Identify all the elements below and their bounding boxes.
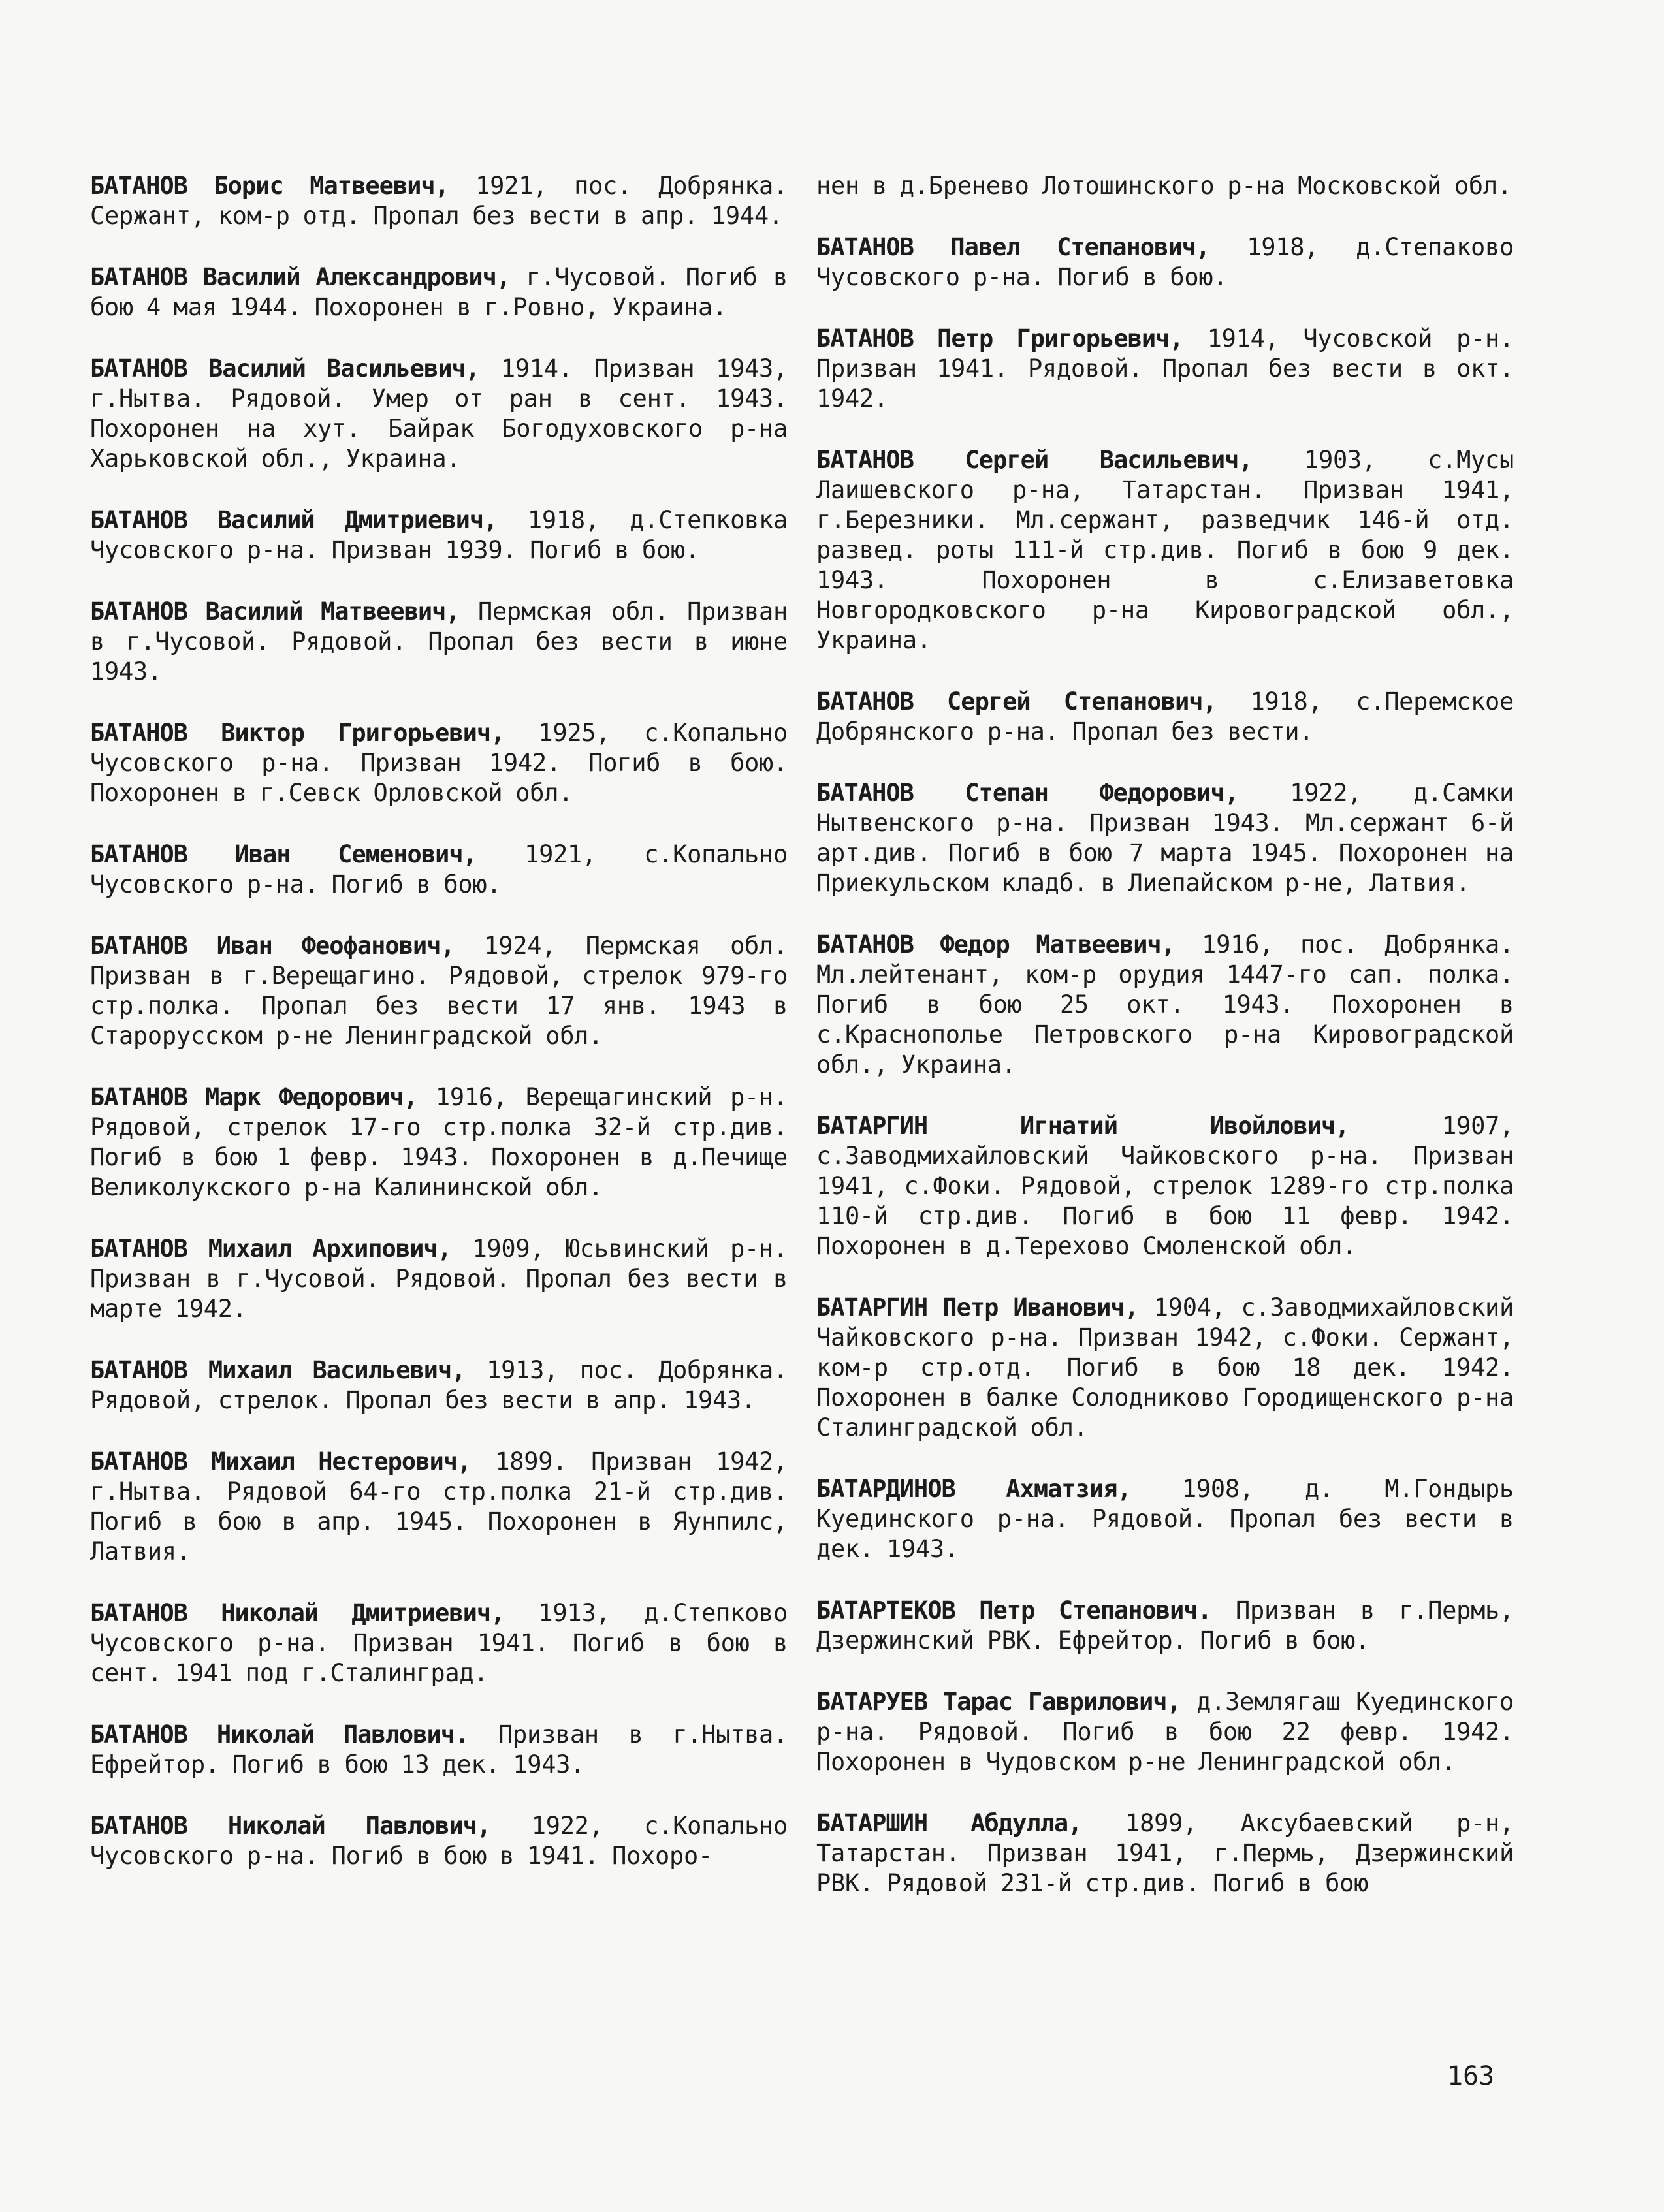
entry-batanov-vasily-aleksandrovich xyxy=(90,262,788,323)
entry-text: Пермская обл. Призван в г.Чусовой. Рядовой. Пропал без вести в июне 1943. xyxy=(90,597,788,686)
entry-name: БАТАРШИН Абдулла, xyxy=(816,1809,1082,1837)
entry-name: БАТАНОВ Иван Феофанович, xyxy=(90,932,455,960)
entry-name: БАТАНОВ Михаил Архипович, xyxy=(90,1235,451,1263)
entry-name: БАТАНОВ Павел Степанович, xyxy=(816,233,1210,261)
entry-name: БАТАНОВ Виктор Григорьевич, xyxy=(90,719,505,747)
entry-text: 1899, Аксубаевский р-н, Татарстан. Призван 1941, г.Пермь, Дзержинский РВК. Рядовой 231-й стр.див. Погиб в бою xyxy=(816,1809,1514,1897)
entry-name: БАТАРУЕВ Тарас Гаврилович, xyxy=(816,1688,1181,1716)
entry-batanov-ivan-feofanovich xyxy=(90,931,788,1051)
entry-text: Призван в г.Нытва. Ефрейтор. Погиб в бою 13 дек. 1943. xyxy=(90,1720,788,1778)
entry-text: 1922, с.Копально Чусовского р-на. Погиб в бою в 1941. Похоро- xyxy=(90,1812,788,1870)
entry-name: БАТАНОВ Степан Федорович, xyxy=(816,779,1239,807)
entry-text: 1925, с.Копально Чусовского р-на. Призван 1942. Погиб в бою. Похоронен в г.Севск Орловской обл. xyxy=(90,719,788,807)
entry-batardinov xyxy=(816,1474,1514,1564)
entry-text: 1916, пос. Добрянка. Мл.лейтенант, ком-р орудия 1447-го сап. полка. Погиб в бою 25 окт. 1943. Похоронен в с.Краснополье Петровского р-на Кировоградской обл., Украина. xyxy=(816,930,1514,1079)
entry-text: 1913, д.Степково Чусовского р-на. Призван 1941. Погиб в бою в сент. 1941 под г.Сталинград. xyxy=(90,1599,788,1687)
entry-text: 1921, с.Копально Чусовского р-на. Погиб в бою. xyxy=(90,840,788,898)
entry-batanov-vasily-dmitrievich xyxy=(90,505,788,565)
entry-batanov-boris xyxy=(90,171,788,231)
entry-text: д.Землягаш Куединского р-на. Рядовой. Погиб в бою 22 февр. 1942. Похоронен в Чудовском р-не Ленинградской обл. xyxy=(816,1688,1514,1776)
entry-text: 1921, пос. Добрянка. Сержант, ком-р отд. Пропал без вести в апр. 1944. xyxy=(90,172,788,230)
entry-text: 1913, пос. Добрянка. Рядовой, стрелок. Пропал без вести в апр. 1943. xyxy=(90,1356,788,1414)
entry-name: БАТАНОВ Сергей Степанович, xyxy=(816,687,1217,716)
left-column xyxy=(90,171,788,1903)
entry-name: БАТАНОВ Василий Дмитриевич, xyxy=(90,506,498,534)
entry-batanov-petr xyxy=(816,324,1514,414)
entry-batargin-petr xyxy=(816,1293,1514,1443)
entry-name: БАТАНОВ Михаил Нестерович, xyxy=(90,1447,472,1476)
entry-batanov-mikhail-arkhipovich xyxy=(90,1234,788,1324)
entry-batanov-nikolai-pavlovich-2 xyxy=(90,1811,788,1871)
entry-text: 1914, Чусовской р-н. Призван 1941. Рядовой. Пропал без вести в окт. 1942. xyxy=(816,324,1514,413)
entry-name: БАТАНОВ Николай Дмитриевич, xyxy=(90,1599,505,1627)
right-column xyxy=(816,171,1514,1930)
entry-name: БАТАНОВ Василий Александрович, xyxy=(90,263,511,291)
entry-batargin-ignatiy xyxy=(816,1111,1514,1261)
entry-text: 1907, с.Заводмихайловский Чайковского р-на. Призван 1941, с.Фоки. Рядовой, стрелок 1289-го стр.полка 110-й стр.див. Погиб в бою 11 февр. 1942. Похоронен в д.Терехово Смоленской обл. xyxy=(816,1112,1514,1260)
entry-text: 1916, Верещагинский р-н. Рядовой, стрелок 17-го стр.полка 32-й стр.див. Погиб в бою 1 февр. 1943. Похоронен в д.Печище Великолукского р-на Калининской обл. xyxy=(90,1083,788,1201)
entry-name: БАТАРГИН Игнатий Ивойлович, xyxy=(816,1112,1349,1140)
entry-name: БАТАРДИНОВ Ахматзия, xyxy=(816,1475,1131,1503)
entry-batanov-sergei-stepanovich xyxy=(816,687,1514,747)
entry-text: 1922, д.Самки Нытвенского р-на. Призван 1943. Мл.сержант 6-й арт.див. Погиб в бою 7 марта 1945. Похоронен на Приекульском кладб. в Лиепайском р-не, Латвия. xyxy=(816,779,1514,897)
entry-text: 1909, Юсьвинский р-н. Призван в г.Чусовой. Рядовой. Пропал без вести в марте 1942. xyxy=(90,1235,788,1323)
entry-text: 1918, д.Степковка Чусовского р-на. Призван 1939. Погиб в бою. xyxy=(90,506,788,564)
entry-batanov-vasily-matveevich xyxy=(90,597,788,687)
entry-batanov-mikhail-nesterovich xyxy=(90,1447,788,1567)
entry-batarshin xyxy=(816,1809,1514,1899)
entry-batanov-mark xyxy=(90,1082,788,1203)
entry-name: БАТАНОВ Федор Матвеевич, xyxy=(816,930,1175,958)
entry-name: БАТАНОВ Василий Матвеевич, xyxy=(90,597,460,625)
entry-name: БАТАРГИН Петр Иванович, xyxy=(816,1293,1138,1321)
entry-text: г.Чусовой. Погиб в бою 4 мая 1944. Похоронен в г.Ровно, Украина. xyxy=(90,263,788,321)
entry-batanov-ivan-semenovich xyxy=(90,840,788,900)
entry-name: БАТАНОВ Петр Григорьевич, xyxy=(816,324,1183,353)
entry-name: БАТАНОВ Иван Семенович, xyxy=(90,840,477,868)
entry-batanov-stepan xyxy=(816,778,1514,898)
entry-text: 1918, с.Перемское Добрянского р-на. Пропал без вести. xyxy=(816,687,1514,746)
entry-name: БАТАНОВ Марк Федорович, xyxy=(90,1083,418,1111)
entry-name: БАТАНОВ Михаил Васильевич, xyxy=(90,1356,466,1384)
entry-name: БАТАНОВ Николай Павлович. xyxy=(90,1720,469,1748)
entry-batanov-fedor xyxy=(816,930,1514,1080)
entry-text: 1924, Пермская обл. Призван в г.Верещагино. Рядовой, стрелок 979-го стр.полка. Пропал без вести 17 янв. 1943 в Старорусском р-не Ленинградской обл. xyxy=(90,932,788,1050)
entry-name: БАТАРТЕКОВ Петр Степанович. xyxy=(816,1596,1211,1624)
entry-batanov-nikolai-dmitrievich xyxy=(90,1598,788,1688)
entry-bataruev xyxy=(816,1687,1514,1777)
entry-batartekov xyxy=(816,1596,1514,1656)
entry-text: 1903, с.Мусы Лаишевского р-на, Татарстан. Призван 1941, г.Березники. Мл.сержант, разведчик 146-й отд. развед. роты 111-й стр.див. Погиб в бою 9 дек. 1943. Похоронен в с.Елизаветовка Новгородковского р-на Кировоградской обл., Украина. xyxy=(816,446,1514,654)
entry-text: Призван в г.Пермь, Дзержинский РВК. Ефрейтор. Погиб в бою. xyxy=(816,1596,1514,1654)
entry-text: 1908, д. М.Гондырь Куединского р-на. Рядовой. Пропал без вести в дек. 1943. xyxy=(816,1475,1514,1563)
entry-batanov-pavel xyxy=(816,232,1514,292)
entry-batanov-mikhail-vasilievich xyxy=(90,1355,788,1415)
page-number: 163 xyxy=(1447,2061,1495,2091)
entry-batanov-nikolai-pavlovich-1 xyxy=(90,1720,788,1780)
entry-text: 1918, д.Степаково Чусовского р-на. Погиб в бою. xyxy=(816,233,1514,291)
entry-batanov-viktor xyxy=(90,718,788,808)
entry-batanov-sergei-vasilievich xyxy=(816,445,1514,656)
entry-continuation: нен в д.Бренево Лотошинского р-на Московской обл. xyxy=(816,172,1512,200)
entry-name: БАТАНОВ Борис Матвеевич, xyxy=(90,172,449,200)
entry-text: 1899. Призван 1942, г.Нытва. Рядовой 64-го стр.полка 21-й стр.див. Погиб в бою в апр. 1945. Похоронен в Яунпилс, Латвия. xyxy=(90,1447,788,1566)
entry-name: БАТАНОВ Сергей Васильевич, xyxy=(816,446,1253,474)
entry-name: БАТАНОВ Николай Павлович, xyxy=(90,1812,491,1840)
entry-text: 1914. Призван 1943, г.Нытва. Рядовой. Умер от ран в сент. 1943. Похоронен на хут. Байрак Богодуховского р-на Харьковской обл., Украина. xyxy=(90,355,788,473)
entry-batanov-vasily-vasilievich xyxy=(90,354,788,474)
entry-name: БАТАНОВ Василий Васильевич, xyxy=(90,355,480,383)
entry-text: 1904, с.Заводмихайловский Чайковского р-на. Призван 1942, с.Фоки. Сержант, ком-р стр.отд. Погиб в бою 18 дек. 1942. Похоронен в балке Солодниково Городищенского р-на Сталинградской обл. xyxy=(816,1293,1514,1442)
